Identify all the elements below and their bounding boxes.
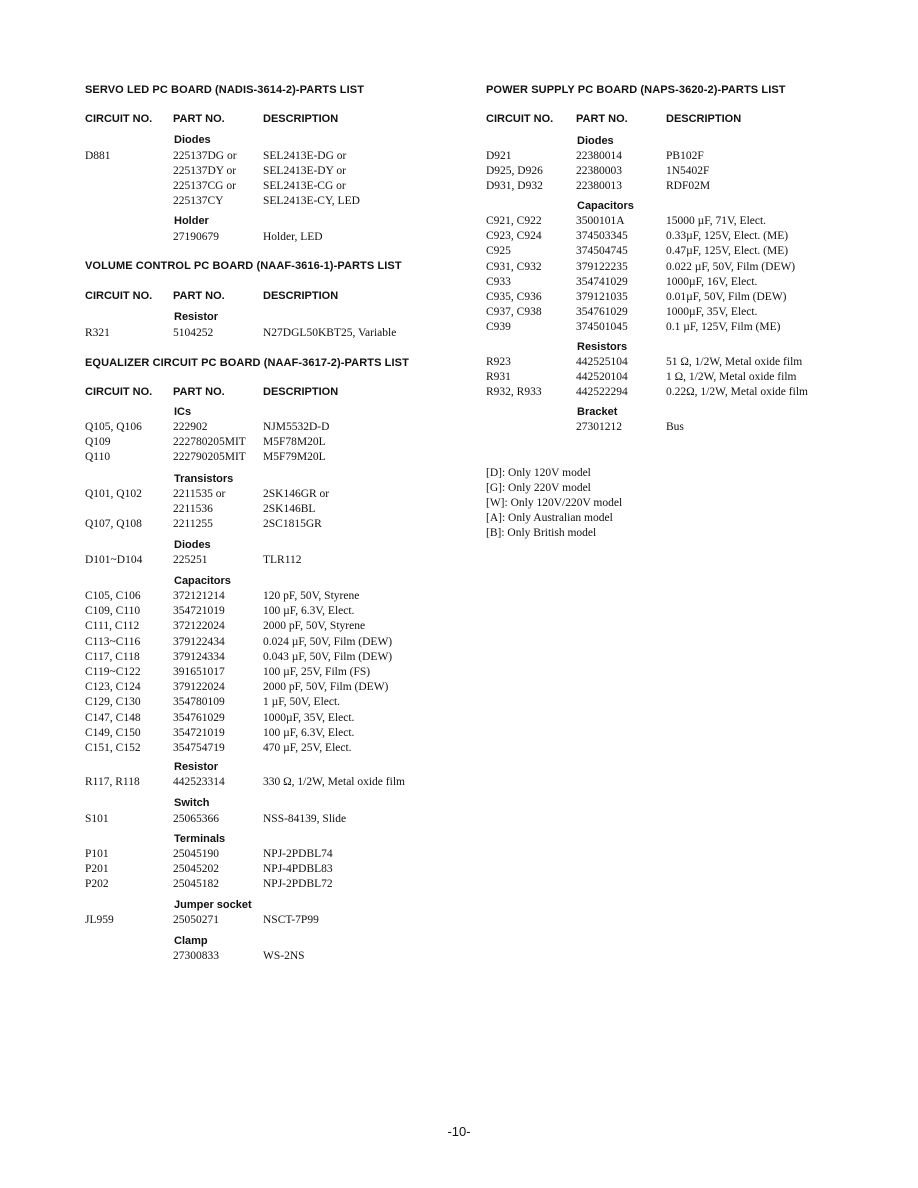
part-no-cell: 354761029 — [173, 711, 225, 724]
circuit-no-cell: P101 — [85, 848, 109, 860]
group-label-diodes: Diodes — [577, 135, 614, 147]
description-cell: NSS-84139, Slide — [263, 813, 347, 825]
part-no-cell: 25050271 — [173, 914, 219, 926]
part-no-cell: 442523314 — [173, 776, 225, 788]
part-no-cell: 354741029 — [576, 275, 628, 288]
circuit-no-cell: C921, C922 — [486, 215, 542, 227]
description-cell: 470 µF, 25V, Elect. — [263, 742, 352, 754]
model-note: [W]: Only 120V/220V model — [486, 497, 623, 509]
description-cell: NPJ-4PDBL83 — [263, 863, 333, 875]
circuit-no-header: CIRCUIT NO. — [85, 290, 153, 302]
part-no-cell: 25065366 — [173, 813, 219, 825]
circuit-no-cell: D931, D932 — [486, 180, 543, 192]
circuit-no-cell: P201 — [85, 863, 109, 875]
part-no-cell: 2211536 — [173, 503, 213, 515]
part-no-cell: 3500101A — [576, 215, 625, 227]
circuit-no-cell: R931 — [486, 371, 511, 383]
group-label-resistor: Resistor — [174, 311, 219, 323]
description-cell: NJM5532D-D — [263, 421, 330, 433]
part-no-cell: 25045190 — [173, 848, 219, 860]
circuit-no-cell: D101~D104 — [85, 554, 143, 566]
model-note: [G]: Only 220V model — [486, 482, 591, 494]
description-cell: 0.01µF, 50V, Film (DEW) — [666, 291, 787, 303]
group-label-resistors: Resistors — [577, 341, 628, 353]
circuit-no-cell: C923, C924 — [486, 230, 542, 243]
section-title-servo: SERVO LED PC BOARD (NADIS-3614-2)-PARTS LIST — [85, 84, 365, 96]
part-no-cell: 391651017 — [173, 666, 225, 678]
part-no-cell: 354721019 — [173, 726, 225, 739]
part-no-cell: 222790205MIT — [173, 451, 246, 463]
circuit-no-cell: C111, C112 — [85, 620, 140, 633]
description-cell: 0.024 µF, 50V, Film (DEW) — [263, 635, 393, 648]
group-label-resistor: Resistor — [174, 761, 219, 773]
circuit-no-cell: C113~C116 — [85, 635, 141, 648]
description-header: DESCRIPTION — [263, 113, 339, 125]
part-no-cell: 442520104 — [576, 371, 628, 383]
part-no-cell: 25045202 — [173, 863, 219, 875]
description-cell: 1000µF, 35V, Elect. — [263, 711, 355, 724]
part-no-cell: 22380013 — [576, 180, 622, 192]
circuit-no-cell: D881 — [85, 150, 111, 162]
description-cell: RDF02M — [666, 180, 711, 192]
group-label-ics: ICs — [174, 406, 192, 418]
part-no-header: PART NO. — [173, 386, 225, 398]
part-no-cell: 379122024 — [173, 681, 225, 694]
part-no-cell: 27190679 — [173, 231, 219, 243]
group-label-transistors: Transistors — [174, 473, 234, 485]
description-cell: 0.043 µF, 50V, Film (DEW) — [263, 650, 393, 663]
part-no-cell: 442525104 — [576, 356, 628, 368]
group-label-diodes: Diodes — [174, 539, 211, 551]
section-title-volume: VOLUME CONTROL PC BOARD (NAAF-3616-1)-PARTS LIST — [85, 260, 402, 272]
part-no-cell: 2211255 — [173, 518, 213, 530]
description-cell: 2SK146BL — [263, 503, 316, 515]
description-cell: PB102F — [666, 150, 704, 162]
circuit-no-cell: R923 — [486, 356, 511, 368]
part-no-cell: 225251 — [173, 554, 208, 566]
description-cell: NPJ-2PDBL74 — [263, 848, 333, 860]
description-cell: WS-2NS — [263, 950, 305, 962]
part-no-cell: 379122434 — [173, 635, 225, 648]
circuit-no-cell: P202 — [85, 878, 109, 890]
circuit-no-header: CIRCUIT NO. — [85, 386, 153, 398]
part-no-cell: 374501045 — [576, 321, 628, 334]
part-no-cell: 225137CY — [173, 195, 224, 207]
group-label-switch: Switch — [174, 797, 210, 809]
description-cell: 0.22Ω, 1/2W, Metal oxide film — [666, 386, 808, 398]
group-label-holder: Holder — [174, 215, 209, 227]
part-no-cell: 22380014 — [576, 150, 622, 162]
circuit-no-cell: D921 — [486, 150, 512, 162]
circuit-no-cell: Q110 — [85, 451, 111, 463]
circuit-no-cell: Q101, Q102 — [85, 488, 142, 500]
description-cell: M5F78M20L — [263, 436, 326, 448]
circuit-no-header: CIRCUIT NO. — [85, 113, 153, 125]
description-cell: 51 Ω, 1/2W, Metal oxide film — [666, 356, 803, 368]
description-cell: TLR112 — [263, 554, 302, 566]
circuit-no-cell: JL959 — [85, 914, 114, 926]
description-cell: 120 pF, 50V, Styrene — [263, 590, 360, 602]
section-title-equalizer: EQUALIZER CIRCUIT PC BOARD (NAAF-3617-2)-PARTS LIST — [85, 357, 409, 369]
circuit-no-cell: C925 — [486, 245, 511, 258]
description-cell: 0.33µF, 125V, Elect. (ME) — [666, 230, 789, 243]
part-no-cell: 354780109 — [173, 696, 225, 709]
part-no-cell: 225137CG or — [173, 180, 236, 192]
description-cell: M5F79M20L — [263, 451, 326, 463]
part-no-cell: 225137DY or — [173, 165, 237, 177]
part-no-cell: 225137DG or — [173, 150, 237, 162]
part-no-cell: 372121214 — [173, 590, 225, 602]
circuit-no-cell: C937, C938 — [486, 306, 542, 319]
model-note: [B]: Only British model — [486, 527, 597, 539]
description-cell: 0.1 µF, 125V, Film (ME) — [666, 321, 781, 334]
description-cell: 0.022 µF, 50V, Film (DEW) — [666, 260, 796, 273]
group-label-bracket: Bracket — [577, 406, 618, 418]
part-no-cell: 27301212 — [576, 421, 622, 433]
description-cell: 1 Ω, 1/2W, Metal oxide film — [666, 371, 797, 383]
part-no-cell: 374503345 — [576, 230, 628, 243]
description-cell: 2000 pF, 50V, Film (DEW) — [263, 681, 389, 694]
circuit-no-cell: C129, C130 — [85, 696, 141, 709]
part-no-cell: 25045182 — [173, 878, 219, 890]
part-no-header: PART NO. — [173, 290, 225, 302]
group-label-jumper-socket: Jumper socket — [174, 899, 252, 911]
description-cell: 330 Ω, 1/2W, Metal oxide film — [263, 776, 405, 788]
description-cell: 1000µF, 16V, Elect. — [666, 275, 758, 288]
model-note: [A]: Only Australian model — [486, 512, 613, 524]
group-label-capacitors: Capacitors — [577, 200, 634, 212]
circuit-no-cell: R932, R933 — [486, 386, 542, 398]
part-no-cell: 379124334 — [173, 650, 225, 663]
part-no-cell: 5104252 — [173, 327, 214, 339]
description-cell: 100 µF, 6.3V, Elect. — [263, 726, 355, 739]
description-cell: N27DGL50KBT25, Variable — [263, 327, 397, 339]
circuit-no-cell: C931, C932 — [486, 260, 542, 273]
description-cell: Holder, LED — [263, 231, 323, 243]
circuit-no-cell: C105, C106 — [85, 590, 141, 602]
description-cell: SEL2413E-CG or — [263, 180, 346, 192]
circuit-no-header: CIRCUIT NO. — [486, 113, 554, 125]
description-cell: 100 µF, 25V, Film (FS) — [263, 666, 371, 678]
circuit-no-cell: C935, C936 — [486, 291, 542, 303]
circuit-no-cell: C933 — [486, 275, 511, 288]
group-label-diodes: Diodes — [174, 134, 211, 146]
circuit-no-cell: C151, C152 — [85, 742, 141, 754]
model-note: [D]: Only 120V model — [486, 467, 591, 479]
part-no-cell: 22380003 — [576, 165, 622, 177]
circuit-no-cell: C939 — [486, 321, 511, 334]
circuit-no-cell: Q107, Q108 — [85, 518, 142, 530]
part-no-cell: 354721019 — [173, 605, 225, 618]
group-label-terminals: Terminals — [174, 833, 226, 845]
circuit-no-cell: C117, C118 — [85, 650, 140, 663]
part-no-cell: 27300833 — [173, 950, 219, 962]
description-cell: 2000 pF, 50V, Styrene — [263, 620, 366, 633]
circuit-no-cell: C147, C148 — [85, 711, 141, 724]
description-cell: 1000µF, 35V, Elect. — [666, 306, 758, 319]
part-no-cell: 372122024 — [173, 620, 225, 633]
page-number: -10- — [447, 1124, 471, 1139]
circuit-no-cell: C119~C122 — [85, 666, 141, 678]
description-cell: NPJ-2PDBL72 — [263, 878, 333, 890]
circuit-no-cell: C123, C124 — [85, 681, 141, 694]
part-no-cell: 222902 — [173, 421, 208, 433]
part-no-cell: 379122235 — [576, 260, 628, 273]
circuit-no-cell: S101 — [85, 813, 109, 825]
part-no-cell: 222780205MIT — [173, 436, 246, 448]
description-cell: 2SK146GR or — [263, 488, 330, 500]
circuit-no-cell: D925, D926 — [486, 165, 543, 177]
circuit-no-cell: R321 — [85, 327, 110, 339]
group-label-capacitors: Capacitors — [174, 575, 231, 587]
description-cell: 15000 µF, 71V, Elect. — [666, 215, 767, 227]
description-cell: 100 µF, 6.3V, Elect. — [263, 605, 355, 618]
circuit-no-cell: C149, C150 — [85, 726, 141, 739]
description-cell: 1N5402F — [666, 165, 710, 177]
description-header: DESCRIPTION — [263, 290, 339, 302]
part-no-cell: 354761029 — [576, 306, 628, 319]
part-no-cell: 2211535 or — [173, 488, 226, 500]
description-cell: SEL2413E-DG or — [263, 150, 347, 162]
part-no-cell: 374504745 — [576, 245, 628, 258]
group-label-clamp: Clamp — [174, 935, 208, 947]
description-cell: 1 µF, 50V, Elect. — [263, 696, 341, 709]
description-cell: NSCT-7P99 — [263, 914, 319, 926]
circuit-no-cell: C109, C110 — [85, 605, 141, 618]
description-cell: 0.47µF, 125V, Elect. (ME) — [666, 245, 789, 258]
part-no-cell: 442522294 — [576, 386, 628, 398]
description-cell: 2SC1815GR — [263, 518, 322, 530]
part-no-cell: 354754719 — [173, 742, 225, 754]
circuit-no-cell: Q105, Q106 — [85, 421, 142, 433]
description-cell: SEL2413E-DY or — [263, 165, 346, 177]
description-cell: SEL2413E-CY, LED — [263, 195, 360, 207]
part-no-header: PART NO. — [173, 113, 225, 125]
part-no-header: PART NO. — [576, 113, 628, 125]
circuit-no-cell: Q109 — [85, 436, 111, 448]
description-header: DESCRIPTION — [666, 113, 742, 125]
circuit-no-cell: R117, R118 — [85, 776, 140, 788]
part-no-cell: 379121035 — [576, 291, 628, 303]
section-title-power: POWER SUPPLY PC BOARD (NAPS-3620-2)-PARTS LIST — [486, 84, 786, 96]
description-header: DESCRIPTION — [263, 386, 339, 398]
description-cell: Bus — [666, 421, 684, 433]
